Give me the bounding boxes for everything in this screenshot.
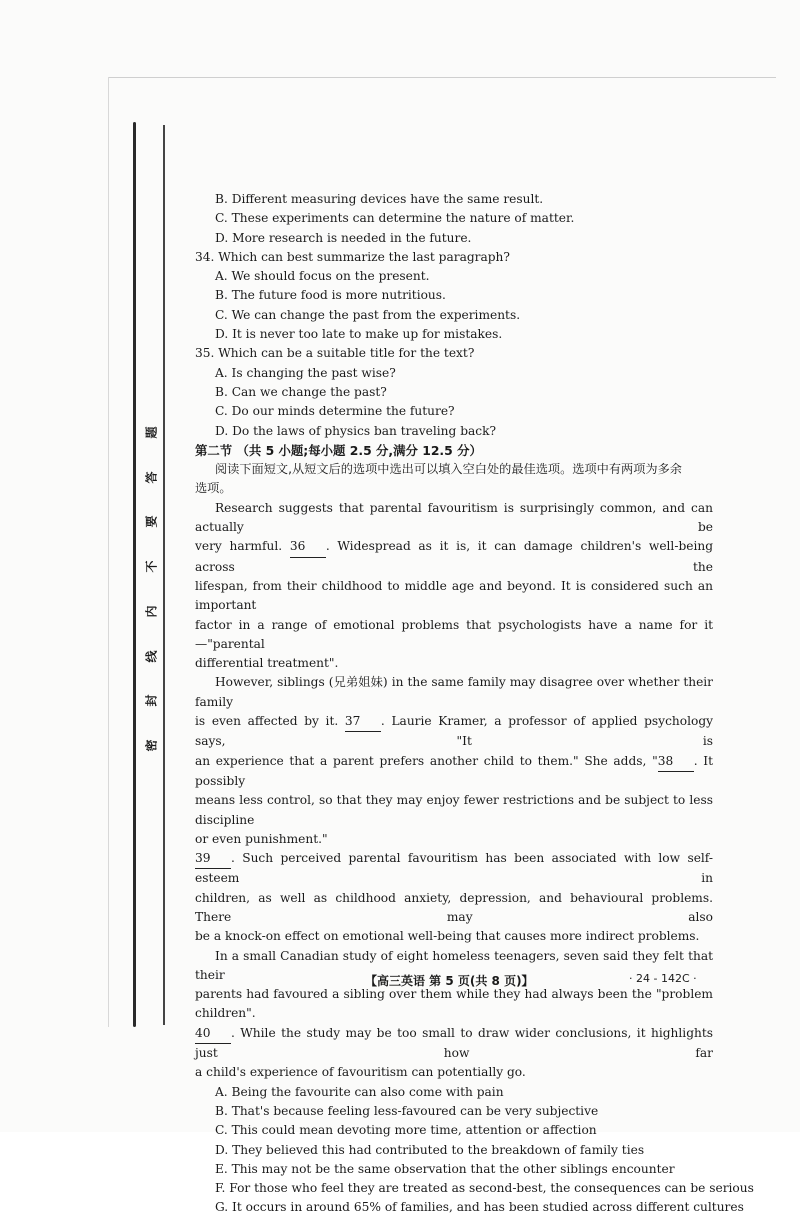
choice-c: C. This could mean devoting more time, attention or affection: [215, 1123, 597, 1138]
passage-line: lifespan, from their childhood to middle age and beyond. It is considered such an important: [195, 578, 713, 613]
q33-option-d: D. More research is needed in the future.: [215, 230, 472, 245]
choice-f: F. For those who feel they are treated as second-best, the consequences can be serious: [215, 1181, 754, 1196]
page-border-top: [108, 77, 776, 78]
page-footer-label: 【高三英语 第 5 页(共 8 页)】: [365, 974, 534, 988]
choice-d: D. They believed this had contributed to the breakdown of family ties: [215, 1142, 645, 1157]
seal-line-notice: [140, 424, 162, 754]
passage-line: However, siblings (兄弟姐妹) in the same family may disagree over whether their family: [195, 675, 713, 709]
blank-36: 36: [290, 537, 326, 557]
seal-char: 要: [144, 515, 159, 528]
binding-line-inner: [163, 125, 165, 1025]
q35-option-b: B. Can we change the past?: [215, 384, 387, 399]
section-instruction: 阅读下面短文,从短文后的选项中选出可以填入空白处的最佳选项。选项中有两项为多余: [215, 462, 682, 477]
seal-char: 封: [144, 694, 159, 707]
passage-line: [195, 537, 713, 577]
blank-38: 38: [658, 752, 694, 772]
seal-char: 线: [144, 650, 159, 663]
passage-line: parents had favoured a sibling over them while they had always been the "problem children".: [195, 987, 713, 1021]
blank-37: 37: [345, 712, 381, 732]
blank-39: 39: [195, 849, 231, 869]
passage-text: an experience that a parent prefers another child to them." She adds, ": [195, 753, 658, 768]
passage-text: . It possibly: [195, 753, 713, 788]
choice-b: B. That's because feeling less-favoured can be very subjective: [215, 1103, 599, 1118]
q35-question: 35. Which can be a suitable title for the text?: [195, 346, 475, 361]
passage-line: In a small Canadian study of eight homeless teenagers, seven said they felt that their: [195, 948, 713, 982]
q35-option-c: C. Do our minds determine the future?: [215, 404, 455, 419]
passage-line: means less control, so that they may enjoy fewer restrictions and be subject to less discipline: [195, 793, 713, 827]
q34-question: 34. Which can best summarize the last paragraph?: [195, 249, 510, 264]
passage-line: differential treatment".: [195, 656, 339, 671]
passage-text: . While the study may be too small to draw wider conclusions, it highlights just how far: [195, 1025, 713, 1061]
choice-g: G. It occurs in around 65% of families, and has been studied across different cultures: [215, 1200, 744, 1215]
binding-line-outer: [133, 122, 136, 1027]
passage-text: . Such perceived parental favouritism has been associated with low self-esteem in: [195, 851, 713, 886]
passage-line: a child's experience of favouritism can potentially go.: [195, 1065, 526, 1080]
choice-e: E. This may not be the same observation that the other siblings encounter: [215, 1161, 675, 1176]
page-border-left: [108, 77, 109, 1027]
q33-option-c: C. These experiments can determine the nature of matter.: [215, 211, 575, 226]
passage-line: Research suggests that parental favouritism is surprisingly common, and can actually be: [195, 500, 713, 535]
passage-text: . Laurie Kramer, a professor of applied psychology says, "It is: [195, 714, 714, 749]
passage-line: factor in a range of emotional problems that psychologists have a name for it—"parental: [195, 617, 713, 651]
q33-option-b: B. Different measuring devices have the same result.: [215, 192, 544, 206]
passage-text: is even affected by it.: [195, 714, 339, 729]
seal-char: 答: [144, 471, 159, 484]
q34-option-b: B. The future food is more nutritious.: [215, 288, 446, 303]
q34-option-a: A. We should focus on the present.: [215, 269, 430, 284]
q34-option-d: D. It is never too late to make up for mistakes.: [215, 327, 503, 342]
passage-line: [195, 752, 713, 792]
passage-line: be a knock-on effect on emotional well-being that causes more indirect problems.: [195, 929, 700, 944]
section-heading: 第二节 （共 5 小题;每小题 2.5 分,满分 12.5 分）: [195, 442, 482, 458]
section-instruction-cont: 选项。: [195, 481, 232, 496]
seal-char: 内: [144, 605, 159, 618]
seal-char: 题: [144, 426, 159, 439]
passage-line: [195, 849, 713, 889]
q34-option-c: C. We can change the past from the experiments.: [215, 307, 521, 322]
exam-code: · 24 - 142C ·: [629, 972, 697, 985]
passage-line: or even punishment.": [195, 831, 328, 846]
passage-line: [195, 712, 713, 752]
seal-char: 不: [144, 560, 159, 573]
passage-text: . Widespread as it is, it can damage children's well-being across the: [195, 539, 714, 574]
passage-text: very harmful.: [195, 539, 283, 554]
passage-line: children, as well as childhood anxiety, depression, and behavioural problems. There may also: [195, 890, 713, 924]
passage-line: [195, 1024, 713, 1064]
page-content: [195, 190, 754, 1218]
choice-a: A. Being the favourite can also come with pain: [215, 1084, 504, 1099]
seal-char: 密: [144, 739, 159, 752]
q35-option-d: D. Do the laws of physics ban traveling back?: [215, 423, 497, 438]
blank-40: 40: [195, 1024, 231, 1044]
q35-option-a: A. Is changing the past wise?: [215, 365, 396, 380]
